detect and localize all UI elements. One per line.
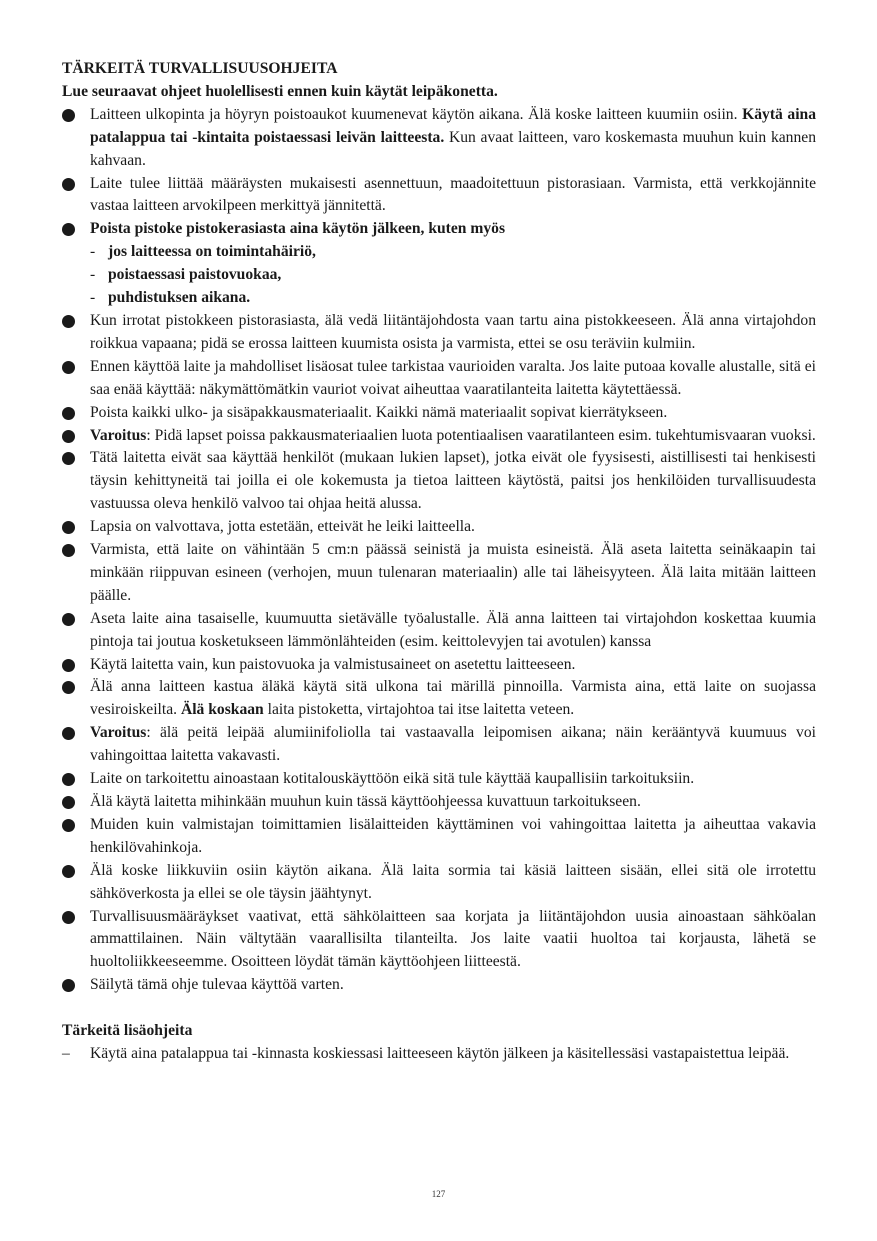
dash-icon: - bbox=[90, 243, 96, 261]
section-heading: Tärkeitä lisäohjeita bbox=[62, 1022, 193, 1040]
list-item: Varmista, että laite on vähintään 5 cm:n päässä seinistä ja muista esineistä. Älä aseta laitetta seinäkaapin tai minkään riippuvan esineen (verhojen, muun tulenaran materiaalin) alle tai läheisyyteen. Älä laita mitään laitteen päälle. bbox=[62, 539, 816, 608]
list-item: Lapsia on valvottava, jotta estetään, etteivät he leiki laitteella. bbox=[62, 516, 816, 539]
bullet-icon bbox=[62, 659, 75, 672]
bullet-icon bbox=[62, 819, 75, 832]
sub-list bbox=[90, 241, 816, 310]
list-item: Säilytä tämä ohje tulevaa käyttöä varten. bbox=[62, 974, 816, 997]
sub-list-item: - jos laitteessa on toimintahäiriö, bbox=[90, 241, 816, 264]
list-item: Kun irrotat pistokkeen pistorasiasta, älä vedä liitäntäjohdosta vaan tartu aina pistokkeeseen. Älä anna virtajohdon roikkua vapaana; pidä se erossa laitteen kuumista osista ja varmista, ettei se osu teräviin kulmiin. bbox=[62, 310, 816, 356]
document-page bbox=[62, 58, 816, 1066]
list-item: Aseta laite aina tasaiselle, kuumuutta sietävälle työalustalle. Älä anna laitteen tai virtajohdon koskettaa kuumia pintoja tai joutua kosketukseen lämmönlähteiden (esim. keittolevyjen tai avotulen) kanssa bbox=[62, 608, 816, 654]
list-item: Laitteen ulkopinta ja höyryn poistoaukot kuumenevat käytön aikana. Älä koske laitteen kuumiin osiin. Käytä aina patalappua tai -kintaita poistaessasi leivän laitteesta. Kun avaat laitteen, varo koskemasta muuhun kuin kannen kahvaan. bbox=[62, 104, 816, 173]
bullet-icon bbox=[62, 223, 75, 236]
list-item: Varoitus: Pidä lapset poissa pakkausmateriaalien luota potentiaalisen vaaratilanteen esim. tukehtumisvaaran vuoksi. bbox=[62, 425, 816, 448]
list-item: Poista pistoke pistokerasiasta aina käytön jälkeen, kuten myös - jos laitteessa on toimintahäiriö, - poistaessasi paistovuokaa, - puhdistuksen aikana. bbox=[62, 218, 816, 310]
list-item: Muiden kuin valmistajan toimittamien lisälaitteiden käyttäminen voi vahingoittaa laitetta ja aiheuttaa vakavia henkilövahinkoja. bbox=[62, 814, 816, 860]
bullet-icon bbox=[62, 979, 75, 992]
bullet-icon bbox=[62, 315, 75, 328]
dash-icon: - bbox=[90, 266, 96, 284]
list-item: Älä käytä laitetta mihinkään muuhun kuin tässä käyttöohjeessa kuvattuun tarkoitukseen. bbox=[62, 791, 816, 814]
list-item: Älä anna laitteen kastua äläkä käytä sitä ulkona tai märillä pinnoilla. Varmista aina, että laite on suojassa vesiroiskeilta. Älä koskaan laita pistoketta, virtajohtoa tai itse laitetta veteen. bbox=[62, 676, 816, 722]
bullet-icon bbox=[62, 544, 75, 557]
bullet-icon bbox=[62, 361, 75, 374]
bullet-icon bbox=[62, 681, 75, 694]
bullet-icon bbox=[62, 911, 75, 924]
bullet-icon bbox=[62, 407, 75, 420]
sub-list-item: - puhdistuksen aikana. bbox=[90, 287, 816, 310]
list-item: Laite tulee liittää määräysten mukaisesti asennettuun, maadoitettuun pistorasiaan. Varmista, että verkkojännite vastaa laitteen arvokilpeen merkittyä jännitettä. bbox=[62, 173, 816, 219]
intro-text: Lue seuraavat ohjeet huolellisesti ennen kuin käytät leipäkonetta. bbox=[62, 82, 498, 100]
list-item: Poista kaikki ulko- ja sisäpakkausmateriaalit. Kaikki nämä materiaalit sopivat kierrätykseen. bbox=[62, 402, 816, 425]
dash-icon: - bbox=[90, 289, 96, 307]
list-item: Tätä laitetta eivät saa käyttää henkilöt (mukaan lukien lapset), jotka eivät ole fyysisesti, aistillisesti tai henkisesti täysin kehittyneitä tai joilla ei ole kokemusta ja tietoa laitteen käytöstä, paitsi jos henkilöiden turvallisuudesta vastuussa oleva henkilö valvoo tai ohjaa heitä alussa. bbox=[62, 447, 816, 516]
list-item: Ennen käyttöä laite ja mahdolliset lisäosat tulee tarkistaa vaurioiden varalta. Jos laite putoaa kovalle alustalle, sitä ei saa enää käyttää: näkymättömätkin vauriot voivat aiheuttaa vaaratilanteita laitetta käytettäessä. bbox=[62, 356, 816, 402]
bullet-icon bbox=[62, 773, 75, 786]
safety-instructions-list bbox=[62, 104, 816, 997]
bullet-icon bbox=[62, 109, 75, 122]
page-title: TÄRKEITÄ TURVALLISUUSOHJEITA bbox=[62, 60, 338, 77]
bullet-icon bbox=[62, 452, 75, 465]
bullet-icon bbox=[62, 178, 75, 191]
list-item: Turvallisuusmääräykset vaativat, että sähkölaitteen saa korjata ja liitäntäjohdon uusia ainoastaan sähköalan ammattilainen. Näin vältytään vaarallisilta tilanteilta. Jos laite vaatii huoltoa tai korjausta, lähetä se huoltoliikkeeseemme. Osoitteen löydät tämän käyttöohjeen liitteestä. bbox=[62, 906, 816, 975]
bullet-icon bbox=[62, 613, 75, 626]
bullet-icon bbox=[62, 521, 75, 534]
sub-list-item: - poistaessasi paistovuokaa, bbox=[90, 264, 816, 287]
bullet-icon bbox=[62, 796, 75, 809]
list-item: Laite on tarkoitettu ainoastaan kotitalouskäyttöön eikä sitä tule käyttää kaupallisiin tarkoituksiin. bbox=[62, 768, 816, 791]
bullet-icon bbox=[62, 727, 75, 740]
list-item: Varoitus: älä peitä leipää alumiinifoliolla tai vastaavalla leipomisen aikana; näin kerääntyvä kuumuus voi vahingoittaa laitetta vakavasti. bbox=[62, 722, 816, 768]
page-number: 127 bbox=[431, 1189, 446, 1199]
additional-instructions-list bbox=[62, 1043, 816, 1066]
list-item: – Käytä aina patalappua tai -kinnasta koskiessasi laitteeseen käytön jälkeen ja käsitellessäsi vastapaistettua leipää. bbox=[62, 1043, 816, 1066]
bullet-icon bbox=[62, 865, 75, 878]
bullet-icon bbox=[62, 430, 75, 443]
list-item: Älä koske liikkuviin osiin käytön aikana. Älä laita sormia tai käsiä laitteen sisään, ellei sitä ole irrotettu sähköverkosta ja ellei se ole täysin jäähtynyt. bbox=[62, 860, 816, 906]
dash-icon: – bbox=[62, 1044, 70, 1062]
list-item: Käytä laitetta vain, kun paistovuoka ja valmistusaineet on asetettu laitteeseen. bbox=[62, 654, 816, 677]
